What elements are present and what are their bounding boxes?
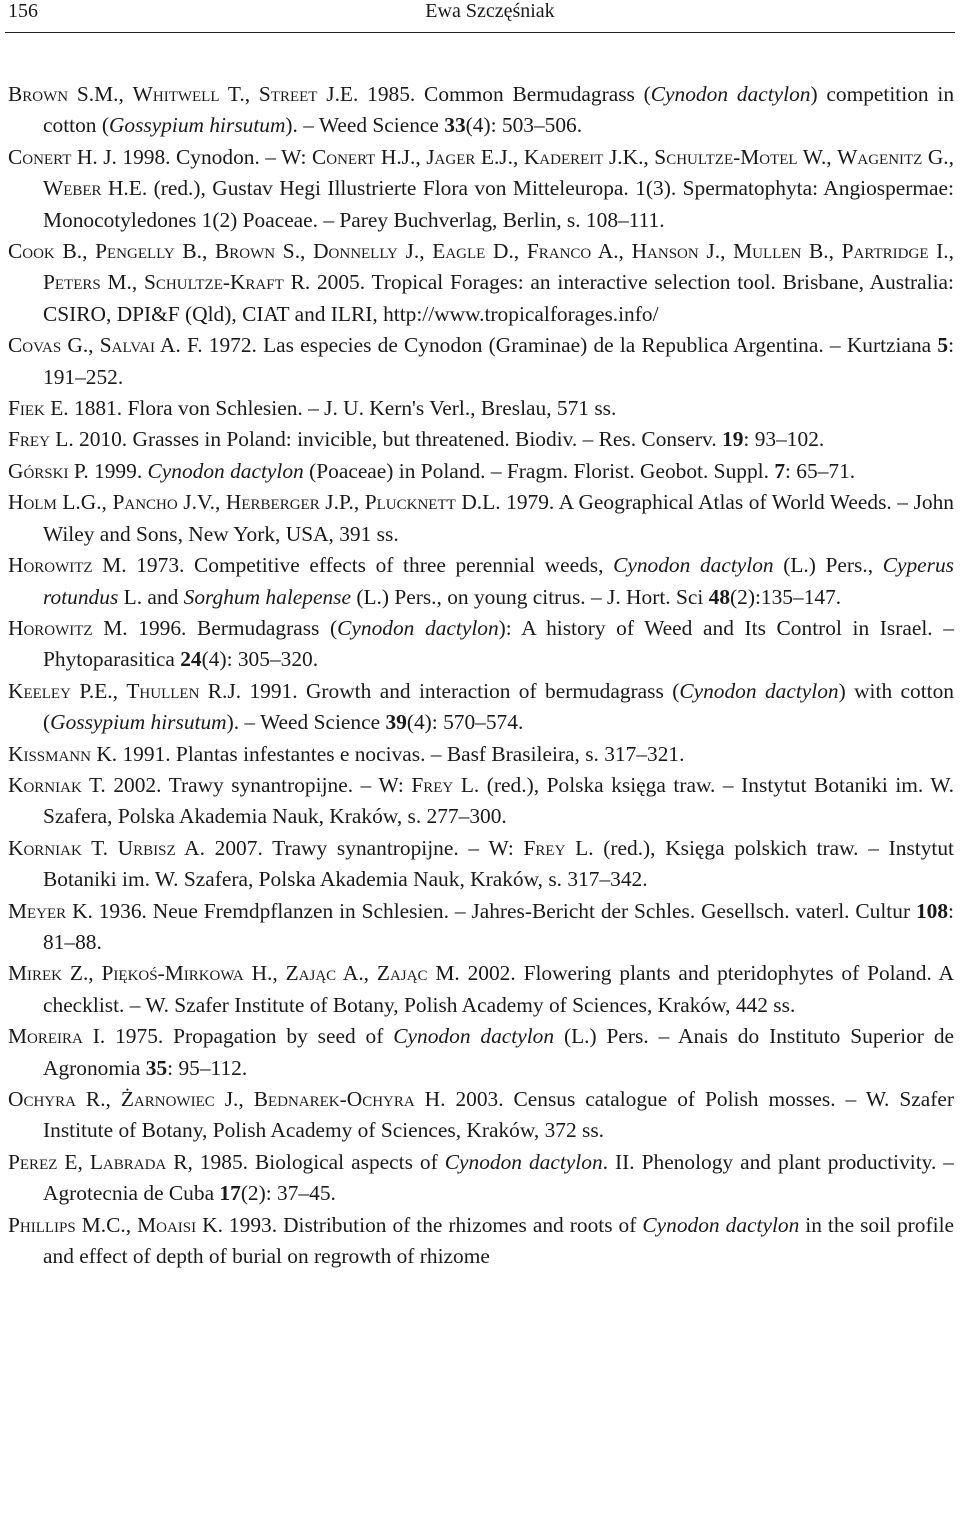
- author-name: Keeley: [8, 678, 71, 703]
- reference-text: S.,: [275, 239, 314, 264]
- author-name: Whitwell: [132, 82, 220, 106]
- volume-number: 39: [385, 710, 407, 735]
- author-name: Bednarek-Ochyra: [253, 1087, 415, 1111]
- reference-text: R.,: [75, 1087, 121, 1111]
- reference-text: (Poaceae) in Poland. – Fragm. Florist. Geobot. Suppl.: [303, 458, 775, 483]
- reference-text: B.,: [801, 239, 842, 264]
- italic-text: Cynodon dactylon: [650, 82, 811, 106]
- reference-entry: [8, 739, 954, 770]
- author-name: Labrada: [89, 1149, 167, 1174]
- author-name: Zając: [285, 961, 337, 986]
- reference-text: R.J. 1991. Growth and interaction of bermudagrass (: [199, 678, 680, 703]
- reference-text: : 65–71.: [785, 458, 856, 483]
- reference-text: B.,: [174, 239, 215, 264]
- author-name: Moaisi: [137, 1212, 197, 1237]
- reference-text: R. 2005. Tropical Forages: an interactive selection tool. Brisbane, Australia: CSIRO, DPI&F (Qld), CIAT and ILRI, http://www.tropicalforages.info/: [43, 270, 954, 326]
- reference-text: A.,: [336, 961, 377, 986]
- reference-entry: [8, 1084, 954, 1147]
- reference-text: B.,: [54, 239, 96, 264]
- reference-text: M.,: [100, 270, 145, 295]
- running-head: Ewa Szczęśniak: [425, 0, 555, 22]
- reference-text: K. 1991. Plantas infestantes e nocivas. – Basf Brasileira, s. 317–321.: [90, 741, 685, 766]
- reference-text: K. 1936. Neue Fremdpflanzen in Schlesien. – Jahres-Bericht der Schles. Gesellsch. vaterl. Cultur: [66, 898, 916, 923]
- author-name: Żarnowiec: [120, 1087, 215, 1111]
- author-name: Zając: [376, 961, 428, 986]
- reference-text: (4): 570–574.: [406, 710, 524, 735]
- italic-text: Cynodon dactylon: [613, 553, 774, 578]
- reference-text: H.J.,: [375, 144, 427, 169]
- author-name: Covas: [8, 333, 62, 358]
- reference-text: E. 1881. Flora von Schlesien. – J. U. Kern's Verl., Breslau, 571 ss.: [44, 396, 617, 421]
- reference-text: (L.) Pers., on young citrus. – J. Hort. Sci: [350, 584, 709, 609]
- author-name: Frey: [8, 427, 50, 452]
- reference-text: (2):135–147.: [730, 584, 842, 609]
- reference-text: J.,: [397, 239, 433, 264]
- reference-list: [8, 79, 954, 1272]
- reference-text: E,: [57, 1149, 90, 1174]
- italic-text: Gossypium hirsutum: [108, 113, 286, 138]
- author-name: Partridge: [841, 239, 929, 264]
- author-name: Jager: [426, 144, 476, 169]
- page-number: 156: [8, 0, 38, 22]
- reference-text: : 95–112.: [167, 1055, 248, 1080]
- reference-entry: [8, 550, 954, 613]
- reference-entry: [8, 236, 954, 330]
- author-name: Cook: [8, 239, 55, 264]
- reference-text: J.V.,: [177, 490, 226, 515]
- reference-text: : 191–252.: [43, 333, 955, 389]
- italic-text: Cynodon dactylon: [679, 678, 839, 703]
- reference-text: H.E. (red.), Gustav Hegi Illustrierte Flora von Mitteleuropa. 1(3). Spermatophyta: Angiospermae: Monocotyledones 1(2) Poaceae. – Parey Buchverlag, Berlin, s. 108–111.: [43, 176, 954, 232]
- italic-text: Cynodon dactylon: [147, 458, 304, 483]
- reference-text: in the soil profile and effect of depth of burial on regrowth of rhizome: [43, 1212, 955, 1269]
- author-name: Street: [258, 82, 318, 106]
- reference-text: A.,: [591, 239, 632, 264]
- reference-text: H. 2003. Census catalogue of Polish mosses. – W. Szafer Institute of Botany, Polish Academy of Sciences, Kraków, 372 ss.: [43, 1087, 954, 1143]
- author-name: Perez: [8, 1149, 58, 1174]
- reference-entry: [8, 393, 954, 424]
- reference-entry: [8, 79, 954, 142]
- reference-text: J.P.,: [319, 490, 365, 515]
- reference-text: M. 1973. Competitive effects of three perennial weeds,: [92, 553, 614, 578]
- author-name: Schultze-Kraft: [144, 270, 284, 295]
- reference-text: ): A history of Weed and Its Control in Israel. – Phytoparasitica: [43, 615, 954, 672]
- reference-entry: [8, 958, 954, 1021]
- reference-text: P.E.,: [70, 678, 127, 703]
- reference-text: W.,: [797, 144, 838, 169]
- author-name: Holm: [8, 490, 57, 515]
- author-name: Conert: [8, 144, 72, 169]
- reference-text: (4): 305–320.: [201, 647, 319, 672]
- reference-text: L.G.,: [56, 490, 113, 515]
- author-name: Phillips: [8, 1212, 76, 1237]
- author-name: Weber: [43, 176, 102, 201]
- reference-text: E.J.,: [475, 144, 524, 169]
- reference-text: ). – Weed Science: [226, 710, 386, 735]
- author-name: Górski: [8, 458, 69, 483]
- reference-entry: [8, 456, 954, 487]
- author-name: Horowitz: [8, 553, 93, 578]
- reference-text: . II. Phenology and plant productivity. – Agrotecnia de Cuba: [43, 1149, 955, 1206]
- volume-number: 19: [722, 427, 744, 452]
- volume-number: 48: [708, 584, 731, 609]
- reference-text: J.,: [214, 1087, 254, 1111]
- author-name: Schultze-Motel: [654, 144, 798, 169]
- italic-text: Cynodon dactylon: [642, 1212, 800, 1237]
- volume-number: 33: [444, 113, 466, 138]
- author-name: Wagenitz: [837, 144, 923, 169]
- reference-text: S.M.,: [68, 82, 133, 106]
- reference-entry: [8, 487, 954, 550]
- author-name: Conert: [311, 144, 376, 169]
- reference-text: G.,: [922, 144, 954, 169]
- reference-text: H. J. 1998. Cynodon. – W:: [71, 144, 312, 169]
- reference-text: L. (red.), Polska księga traw. – Instytut Botaniki im. W. Szafera, Polska Akademia Nauk, Kraków, s. 277–300.: [43, 772, 954, 829]
- reference-text: T.: [81, 835, 118, 860]
- reference-text: D.L. 1979. A Geographical Atlas of World Weeds. – John Wiley and Sons, New York, USA, 391 ss.: [43, 490, 954, 546]
- author-name: Kissmann: [8, 741, 91, 766]
- italic-text: Gossypium hirsutum: [50, 710, 227, 735]
- reference-text: ). – Weed Science: [285, 113, 445, 138]
- reference-entry: [8, 330, 954, 393]
- reference-text: M.C.,: [75, 1212, 138, 1237]
- reference-entry: [8, 142, 954, 236]
- author-name: Horowitz: [8, 615, 93, 640]
- page-header: [8, 0, 952, 30]
- author-name: Urbisz: [117, 835, 176, 860]
- reference-text: L. 2010. Grasses in Poland: invicible, but threatened. Biodiv. – Res. Conserv.: [49, 427, 723, 452]
- reference-text: J.E. 1985. Common Bermudagrass (: [317, 82, 651, 106]
- reference-entry: [8, 1021, 954, 1084]
- reference-text: D.,: [485, 239, 527, 264]
- reference-entry: [8, 1147, 954, 1210]
- reference-text: ) competition in cotton (: [43, 82, 955, 138]
- reference-text: K. 1993. Distribution of the rhizomes and roots of: [196, 1212, 643, 1237]
- author-name: Piękoś-Mirkowa: [101, 961, 244, 986]
- reference-text: L. (red.), Księga polskich traw. – Instytut Botaniki im. W. Szafera, Polska Akademia Nauk, Kraków, s. 317–342.: [43, 835, 954, 892]
- author-name: Franco: [526, 239, 592, 264]
- author-name: Moreira: [8, 1024, 83, 1049]
- reference-text: M. 1996. Bermudagrass (: [92, 615, 338, 640]
- author-name: Plucknett: [364, 490, 456, 515]
- author-name: Donnelly: [313, 239, 398, 264]
- reference-text: L. and: [118, 584, 184, 609]
- reference-text: H.,: [243, 961, 286, 986]
- author-name: Thullen: [126, 678, 200, 703]
- italic-text: Cynodon dactylon: [393, 1024, 555, 1049]
- reference-text: I. 1975. Propagation by seed of: [82, 1024, 394, 1049]
- italic-text: Sorghum halepense: [183, 584, 351, 609]
- reference-text: A. 2007. Trawy synantropijne. – W:: [175, 835, 524, 860]
- reference-text: ) with cotton (: [43, 678, 954, 735]
- reference-text: (2): 37–45.: [240, 1181, 336, 1206]
- reference-entry: [8, 613, 954, 676]
- author-name: Kadereit: [523, 144, 604, 169]
- reference-text: : 93–102.: [743, 427, 825, 452]
- author-name: Eagle: [432, 239, 486, 264]
- reference-text: (L.) Pers. – Anais do Instituto Superior de Agronomia: [43, 1024, 955, 1080]
- volume-number: 108: [915, 898, 949, 923]
- author-name: Korniak: [8, 835, 82, 860]
- reference-entry: [8, 676, 954, 739]
- author-name: Salvai: [99, 333, 155, 358]
- reference-text: I.,: [928, 239, 954, 264]
- reference-text: (4): 503–506.: [465, 113, 583, 138]
- reference-text: M. 2002. Flowering plants and pteridophytes of Poland. A checklist. – W. Szafer Institute of Botany, Polish Academy of Sciences, Kraków, 442 ss.: [43, 961, 954, 1017]
- reference-text: T.,: [219, 82, 259, 106]
- author-name: Fiek: [8, 396, 45, 421]
- author-name: Mirek: [8, 961, 63, 986]
- author-name: Peters: [43, 270, 101, 295]
- reference-entry: [8, 424, 954, 455]
- reference-entry: [8, 1210, 954, 1273]
- author-name: Brown: [8, 82, 69, 106]
- author-name: Meyer: [8, 898, 67, 923]
- volume-number: 24: [180, 647, 202, 672]
- reference-text: R, 1985. Biological aspects of: [166, 1149, 445, 1174]
- reference-entry: [8, 896, 954, 959]
- italic-text: Cynodon dactylon: [444, 1149, 603, 1174]
- reference-text: P. 1999.: [68, 458, 148, 483]
- reference-text: J.,: [698, 239, 734, 264]
- reference-text: G.,: [61, 333, 100, 358]
- volume-number: 7: [774, 458, 786, 483]
- author-name: Ochyra: [8, 1087, 76, 1111]
- volume-number: 17: [219, 1181, 241, 1206]
- header-rule: [5, 32, 955, 33]
- author-name: Brown: [215, 239, 276, 264]
- reference-text: T. 2002. Trawy synantropijne. – W:: [81, 772, 412, 797]
- author-name: Pengelly: [95, 239, 175, 264]
- author-name: Pancho: [112, 490, 178, 515]
- volume-number: 5: [937, 333, 949, 358]
- reference-text: : 81–88.: [43, 898, 954, 954]
- author-name: Mullen: [733, 239, 802, 264]
- author-name: Korniak: [8, 772, 82, 797]
- italic-text: Cyperus rotundus: [43, 553, 954, 609]
- reference-text: A. F. 1972. Las especies de Cynodon (Graminae) de la Republica Argentina. – Kurtziana: [155, 333, 938, 358]
- reference-text: J.K.,: [603, 144, 655, 169]
- author-name: Frey: [523, 835, 566, 860]
- reference-entry: [8, 833, 954, 896]
- author-name: Herberger: [225, 490, 320, 515]
- italic-text: Cynodon dactylon: [337, 615, 499, 640]
- reference-text: Z.,: [62, 961, 102, 986]
- author-name: Hanson: [631, 239, 699, 264]
- reference-entry: [8, 770, 954, 833]
- author-name: Frey: [411, 772, 454, 797]
- volume-number: 35: [145, 1055, 168, 1080]
- reference-text: (L.) Pers.,: [773, 553, 883, 578]
